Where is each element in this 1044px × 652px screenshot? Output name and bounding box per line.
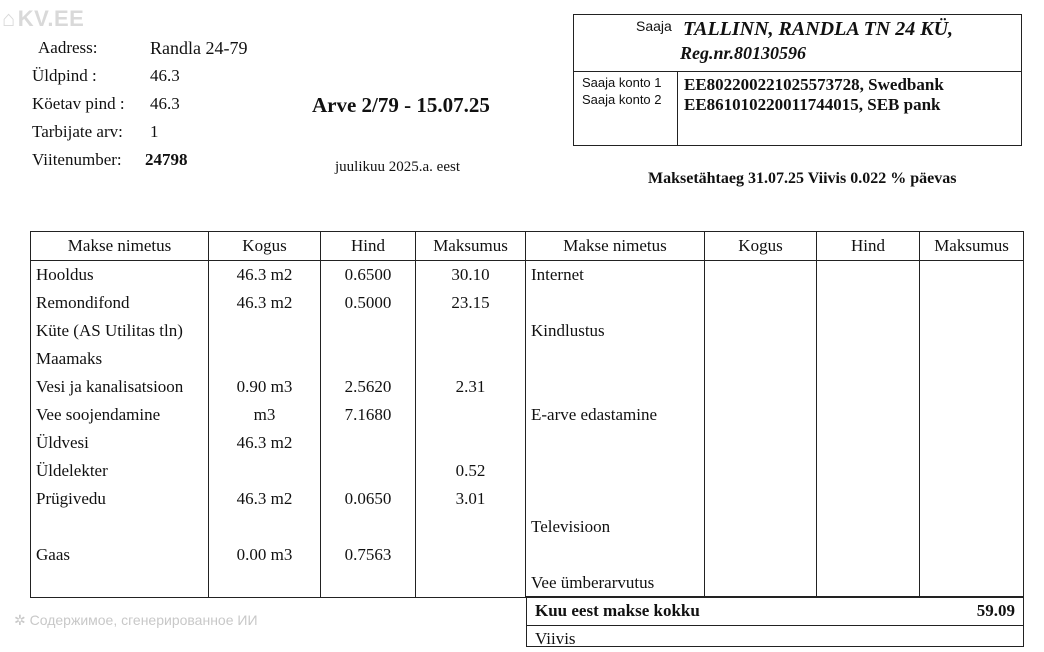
cell-price-left: [321, 513, 416, 541]
cell-price-left: [321, 457, 416, 485]
invoice-period: juulikuu 2025.a. eest: [335, 159, 460, 175]
cell-quantity-left: 46.3 m2: [209, 429, 321, 457]
cell-name-right: [526, 541, 705, 569]
cell-quantity-right: [705, 401, 817, 429]
recipient-name: TALLINN, RANDLA TN 24 KÜ,: [683, 18, 954, 40]
table-row: [31, 541, 1024, 569]
table-row: [31, 401, 1024, 429]
col-header-name-right: Makse nimetus: [526, 232, 705, 261]
consumers-value: 1: [150, 122, 159, 141]
cell-quantity-left: 0.90 m3: [209, 373, 321, 401]
cell-price-left: 0.6500: [321, 261, 416, 290]
cell-amount-left: [416, 429, 526, 457]
cell-quantity-right: [705, 345, 817, 373]
table-row: [31, 261, 1024, 290]
cell-name-right: [526, 289, 705, 317]
cell-name-right: E-arve edastamine: [526, 401, 705, 429]
heated-area-value: 46.3: [150, 94, 180, 113]
reference-value: 24798: [145, 150, 188, 169]
cell-price-left: [321, 317, 416, 345]
cell-quantity-right: [705, 541, 817, 569]
account2-label: Saaja konto 2: [582, 92, 662, 107]
cell-name-left: Hooldus: [31, 261, 209, 290]
cell-price-right: [817, 541, 920, 569]
cell-price-right: [817, 373, 920, 401]
cell-quantity-right: [705, 289, 817, 317]
address-value: Randla 24-79: [150, 38, 248, 58]
cell-amount-left: 30.10: [416, 261, 526, 290]
cell-amount-left: [416, 541, 526, 569]
cell-amount-left: 23.15: [416, 289, 526, 317]
cell-quantity-right: [705, 261, 817, 290]
cell-price-right: [817, 485, 920, 513]
col-header-quantity-right: Kogus: [705, 232, 817, 261]
cell-name-left: [31, 569, 209, 598]
watermark-text: Содержимое, сгенерированное ИИ: [29, 612, 258, 628]
cell-price-right: [817, 513, 920, 541]
cell-amount-right: [920, 485, 1024, 513]
reference-label: Viitenumber:: [32, 150, 122, 169]
cell-price-left: 2.5620: [321, 373, 416, 401]
cell-name-left: Prügivedu: [31, 485, 209, 513]
cell-amount-left: 0.52: [416, 457, 526, 485]
penalty-label: Viivis: [535, 629, 576, 648]
cell-price-right: [817, 429, 920, 457]
cell-quantity-left: 0.00 m3: [209, 541, 321, 569]
table-row: [31, 569, 1024, 598]
cell-quantity-right: [705, 317, 817, 345]
table-row: [31, 485, 1024, 513]
cell-quantity-left: [209, 345, 321, 373]
cell-price-left: 0.0650: [321, 485, 416, 513]
cell-amount-left: 2.31: [416, 373, 526, 401]
consumers-label: Tarbijate arv:: [32, 122, 123, 141]
cell-amount-left: [416, 401, 526, 429]
recipient-account-divider: [677, 71, 678, 145]
recipient-label: Saaja: [636, 18, 672, 34]
cell-amount-right: [920, 569, 1024, 598]
cell-name-left: Üldelekter: [31, 457, 209, 485]
cell-name-right: [526, 485, 705, 513]
table-row: [31, 457, 1024, 485]
ai-content-watermark: [14, 612, 258, 629]
cell-price-right: [817, 317, 920, 345]
cell-amount-right: [920, 373, 1024, 401]
cell-amount-left: [416, 569, 526, 598]
cell-quantity-right: [705, 569, 817, 598]
total-value: 59.09: [976, 601, 1015, 620]
cell-quantity-right: [705, 429, 817, 457]
total-area-value: 46.3: [150, 66, 180, 85]
cell-amount-right: [920, 513, 1024, 541]
cell-quantity-left: m3: [209, 401, 321, 429]
cell-name-right: Vee ümberarvutus: [526, 569, 705, 598]
table-row: [31, 429, 1024, 457]
recipient-divider: [574, 71, 1021, 72]
table-row: [31, 317, 1024, 345]
cell-quantity-left: 46.3 m2: [209, 289, 321, 317]
cell-amount-left: [416, 513, 526, 541]
cell-name-left: Vee soojendamine: [31, 401, 209, 429]
address-label: Aadress:: [38, 38, 98, 57]
cell-amount-right: [920, 429, 1024, 457]
total-area-label: Üldpind :: [32, 66, 97, 85]
total-box: [526, 596, 1024, 647]
cell-amount-right: [920, 541, 1024, 569]
cell-amount-right: [920, 317, 1024, 345]
invoice-title: Arve 2/79 - 15.07.25: [312, 93, 490, 117]
cell-amount-right: [920, 289, 1024, 317]
charges-table: [30, 231, 1024, 598]
cell-amount-right: [920, 457, 1024, 485]
account2-value: EE861010220011744015, SEB pank: [684, 95, 941, 114]
logo-text: KV.EE: [17, 6, 85, 31]
col-header-quantity-left: Kogus: [209, 232, 321, 261]
cell-price-left: 0.5000: [321, 289, 416, 317]
cell-name-right: [526, 429, 705, 457]
account1-value: EE802200221025573728, Swedbank: [684, 75, 944, 94]
sparkle-icon: ✲: [14, 612, 26, 628]
cell-price-left: [321, 345, 416, 373]
house-icon: ⌂: [2, 6, 16, 31]
cell-amount-right: [920, 261, 1024, 290]
cell-quantity-right: [705, 513, 817, 541]
col-header-amount-left: Maksumus: [416, 232, 526, 261]
cell-amount-left: [416, 345, 526, 373]
cell-price-right: [817, 261, 920, 290]
cell-quantity-left: [209, 569, 321, 598]
cell-amount-right: [920, 345, 1024, 373]
cell-name-left: Maamaks: [31, 345, 209, 373]
cell-price-right: [817, 289, 920, 317]
cell-quantity-right: [705, 373, 817, 401]
total-label: Kuu eest makse kokku: [535, 601, 700, 620]
table-row: [31, 289, 1024, 317]
site-logo: [2, 6, 84, 32]
cell-name-right: Televisioon: [526, 513, 705, 541]
col-header-price-right: Hind: [817, 232, 920, 261]
cell-amount-left: 3.01: [416, 485, 526, 513]
cell-price-left: 0.7563: [321, 541, 416, 569]
cell-name-right: Internet: [526, 261, 705, 290]
cell-name-left: Küte (AS Utilitas tln): [31, 317, 209, 345]
cell-quantity-left: [209, 457, 321, 485]
cell-price-left: [321, 429, 416, 457]
col-header-name-left: Makse nimetus: [31, 232, 209, 261]
cell-name-left: Gaas: [31, 541, 209, 569]
cell-amount-left: [416, 317, 526, 345]
cell-name-left: [31, 513, 209, 541]
cell-price-left: 7.1680: [321, 401, 416, 429]
account1-label: Saaja konto 1: [582, 75, 662, 90]
cell-name-right: [526, 345, 705, 373]
cell-quantity-right: [705, 485, 817, 513]
cell-amount-right: [920, 401, 1024, 429]
table-header-row: [31, 232, 1024, 261]
cell-price-right: [817, 457, 920, 485]
cell-quantity-left: [209, 513, 321, 541]
col-header-price-left: Hind: [321, 232, 416, 261]
cell-name-left: Üldvesi: [31, 429, 209, 457]
col-header-amount-right: Maksumus: [920, 232, 1024, 261]
cell-price-right: [817, 345, 920, 373]
cell-price-right: [817, 401, 920, 429]
recipient-reg: Reg.nr.80130596: [680, 43, 807, 63]
cell-price-right: [817, 569, 920, 598]
table-row: [31, 513, 1024, 541]
cell-quantity-left: [209, 317, 321, 345]
heated-area-label: Köetav pind :: [32, 94, 125, 113]
cell-quantity-right: [705, 457, 817, 485]
total-row: [527, 597, 1023, 626]
due-date-text: Maksetähtaeg 31.07.25 Viivis 0.022 % päevas: [648, 170, 957, 187]
table-row: [31, 345, 1024, 373]
cell-name-right: Kindlustus: [526, 317, 705, 345]
cell-quantity-left: 46.3 m2: [209, 485, 321, 513]
table-row: [31, 373, 1024, 401]
cell-name-right: [526, 373, 705, 401]
cell-name-left: Remondifond: [31, 289, 209, 317]
cell-price-left: [321, 569, 416, 598]
cell-name-left: Vesi ja kanalisatsioon: [31, 373, 209, 401]
cell-name-right: [526, 457, 705, 485]
cell-quantity-left: 46.3 m2: [209, 261, 321, 290]
